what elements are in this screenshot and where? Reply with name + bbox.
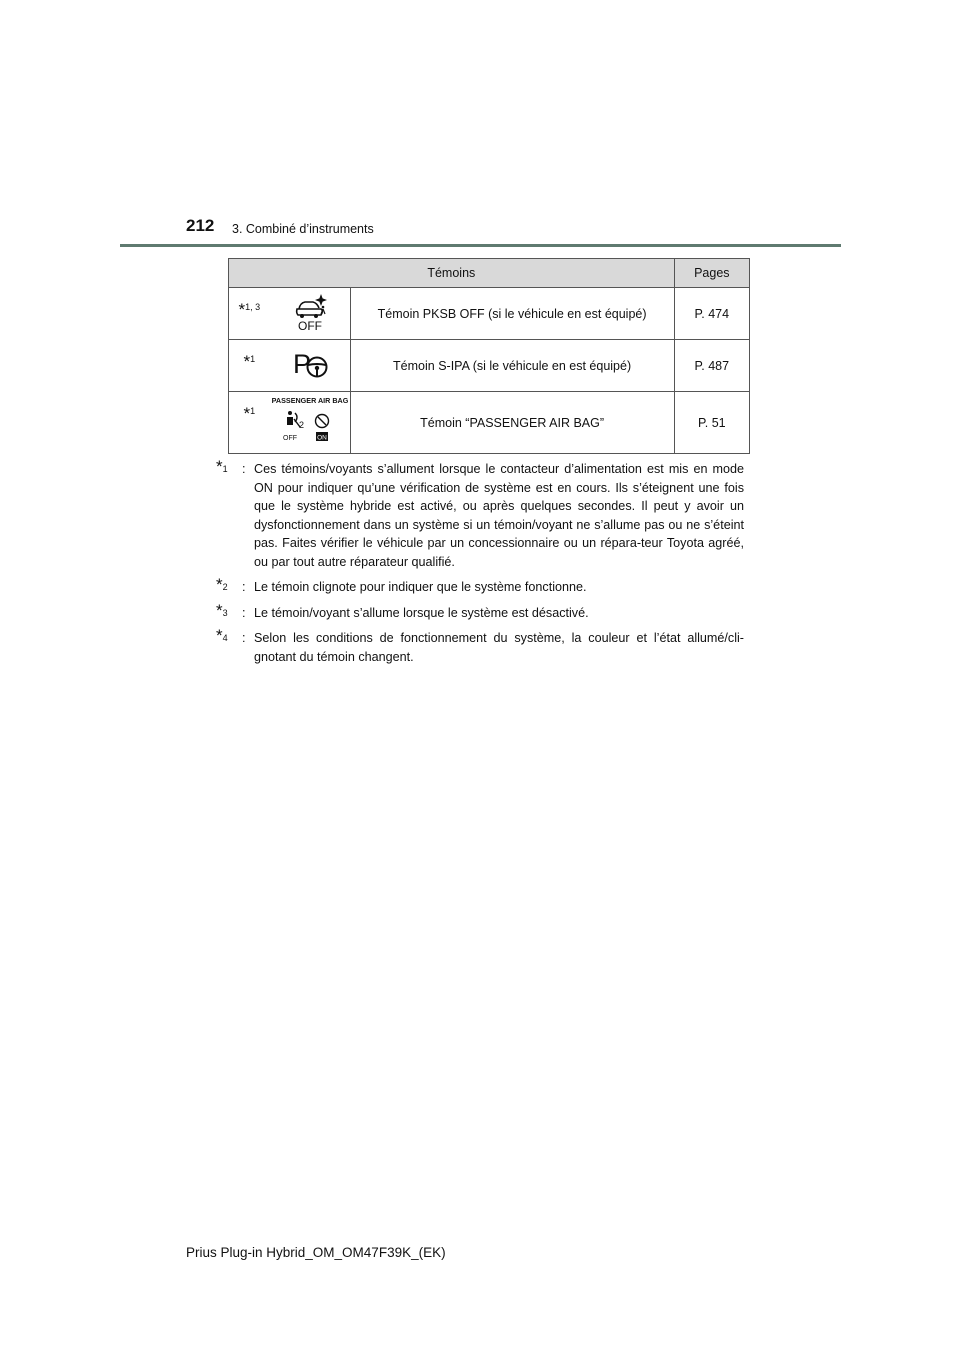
svg-text:OFF: OFF <box>297 319 322 332</box>
table-row <box>229 288 750 340</box>
footnote: *$^1$ : Ces témoins/voyants s’allument lorsque le contacteur d’alimentation est mis en mode ON pour indiquer qu’une vérification de système est en cours. Ils s’éteignent une fois que le système hybride est activé, ou après quelques secondes. Il peut y avoir un dysfonctionnement dans un système si un témoin/voyant ne s’allume pas ou ne s’éteint pas. Faites vérifier le véhicule par un concessionnaire ou un répara-teur Toyota agréé, ou par tout autre réparateur qualifié. <box>216 460 744 571</box>
page-reference: P. 487 <box>674 340 749 392</box>
svg-text:OFF: OFF <box>282 435 297 442</box>
svg-text:PASSENGER AIR BAG: PASSENGER AIR BAG <box>271 396 348 405</box>
footnote-text: Ces témoins/voyants s’allument lorsque le contacteur d’alimentation est mis en mode ON pour indiquer qu’une vérification de système est en cours. Ils s’éteignent une fois que le système hybride est activé, ou après quelques secondes. Il peut y avoir un dysfonctionnement dans un système si un témoin/voyant ne s’allume pas ou ne s’éteint pas. Faites vérifier le véhicule par un concessionnaire ou un répara-teur Toyota agréé, ou par tout autre réparateur qualifié. <box>254 462 744 569</box>
section-title: 3. Combiné d’instruments <box>232 222 374 236</box>
indicator-table <box>228 258 750 454</box>
page-number: 212 <box>186 216 215 235</box>
footnote: *$^2$ : Le témoin clignote pour indiquer que le système fonctionne. <box>216 578 744 597</box>
s-ipa-icon <box>270 340 351 392</box>
note-mark: *$^1$ <box>229 392 270 454</box>
page-reference: P. 474 <box>674 288 749 340</box>
note-mark: *$^{1, 3}$ <box>229 288 270 340</box>
footnote-text: Le témoin clignote pour indiquer que le système fonctionne. <box>254 580 587 594</box>
pksb-off-icon <box>270 288 351 340</box>
table-header-row <box>229 259 750 288</box>
footnotes <box>216 457 744 673</box>
footnote-text: Selon les conditions de fonctionnement du système, la couleur et l’état allumé/cli-gnotant du témoin changent. <box>254 631 744 664</box>
footnote-text: Le témoin/voyant s’allume lorsque le système est désactivé. <box>254 605 589 620</box>
indicator-label: Témoin PKSB OFF (si le véhicule en est équipé) <box>350 288 674 340</box>
column-header-pages: Pages <box>674 259 749 288</box>
footnote: *$^4$ : Selon les conditions de fonctionnement du système, la couleur et l’état allumé/cli-gnotant du témoin changent. <box>216 629 744 666</box>
svg-text:P: P <box>292 349 311 379</box>
column-header-indicators: Témoins <box>229 259 675 288</box>
page-reference: P. 51 <box>674 392 749 454</box>
footnote: *$^3$ : Le témoin/voyant s’allume lorsque le système est désactivé. <box>216 604 744 623</box>
indicator-label: Témoin S-IPA (si le véhicule en est équipé) <box>350 340 674 392</box>
document-id-footer: Prius Plug-in Hybrid_OM_OM47F39K_(EK) <box>186 1245 446 1260</box>
svg-text:ON: ON <box>316 434 327 442</box>
note-mark: *$^1$ <box>229 340 270 392</box>
indicator-label: Témoin “PASSENGER AIR BAG” <box>350 392 674 454</box>
header-rule <box>120 244 841 247</box>
passenger-airbag-icon <box>270 392 351 454</box>
table-row <box>229 340 750 392</box>
table-row <box>229 392 750 454</box>
svg-text:2: 2 <box>298 420 304 430</box>
